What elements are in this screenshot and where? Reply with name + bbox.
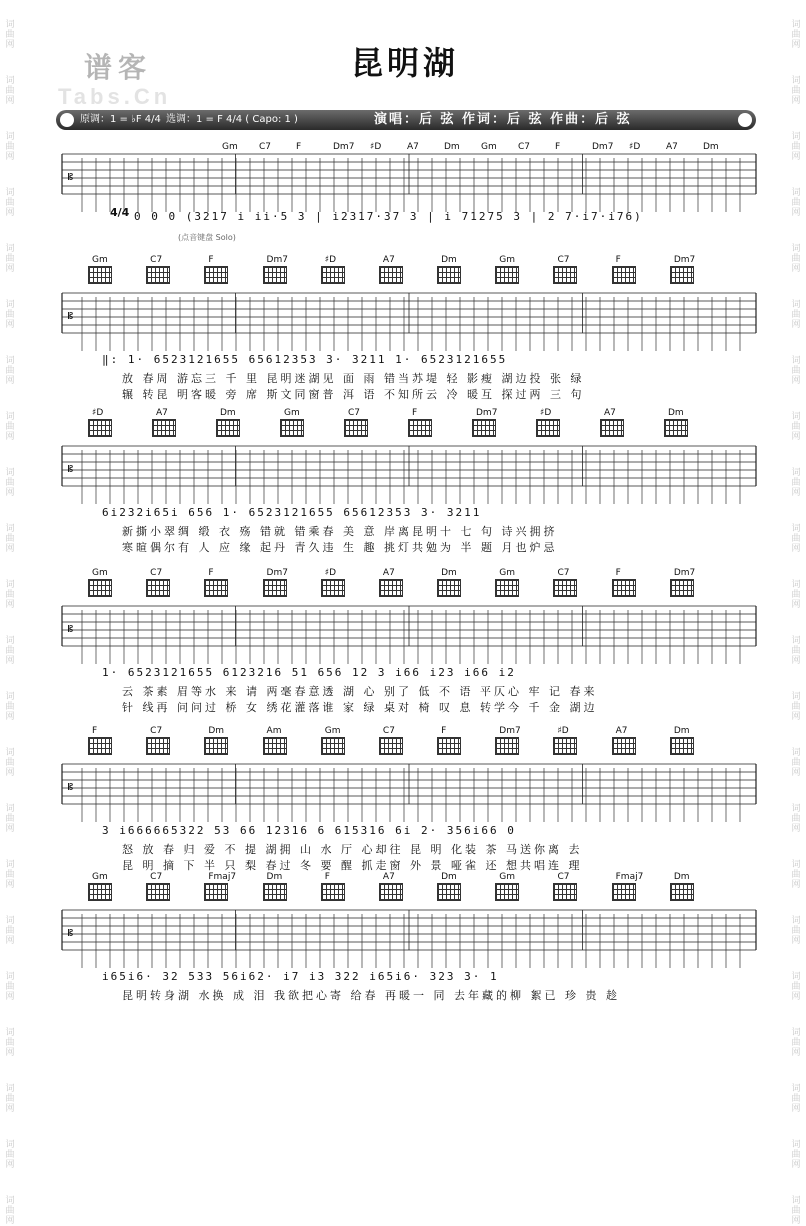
chord-symbol: Gm bbox=[324, 726, 341, 736]
numbered-notation: i65i6· 32 533 56i62· i7 i3 322 i65i6· 323 3· 1 bbox=[102, 970, 499, 983]
chord-diagram-icon bbox=[437, 737, 461, 755]
chord-symbol: F bbox=[615, 255, 621, 265]
chord-diagram-icon bbox=[670, 737, 694, 755]
watermark-char: 词曲网 bbox=[5, 636, 15, 666]
chord-symbol: C7 bbox=[557, 568, 570, 578]
chord-symbol: Gm bbox=[222, 142, 238, 152]
numbered-notation: ‖: 1· 6523121655 65612353 3· 3211 1· 6523121655 bbox=[102, 353, 508, 366]
watermark-left bbox=[2, 20, 18, 1226]
chord-symbol: Am bbox=[266, 726, 282, 736]
chord-symbol: C7 bbox=[382, 726, 395, 736]
chord-symbol: F bbox=[208, 255, 214, 265]
chord-diagram-icon bbox=[408, 419, 432, 437]
chord-symbol: A7 bbox=[407, 142, 419, 152]
chord-symbol: C7 bbox=[518, 142, 531, 152]
watermark-char: 词曲网 bbox=[5, 1028, 15, 1058]
watermark-char: 词曲网 bbox=[5, 1196, 15, 1226]
chord-diagram-icon bbox=[379, 737, 403, 755]
watermark-char: 词曲网 bbox=[5, 412, 15, 442]
chord-symbol: C7 bbox=[150, 726, 163, 736]
watermark-char: 词曲网 bbox=[5, 244, 15, 274]
chord-diagram-icon bbox=[495, 883, 519, 901]
lyric-line-2: 昆 明 摘 下 半 只 梨 春过 冬 要 醒 抓走窗 外 景 哑雀 还 想共唱连 理 bbox=[122, 859, 583, 872]
tab-clef-icon: 𝄡 bbox=[68, 625, 74, 635]
chord-symbol: Dm bbox=[673, 726, 690, 736]
song-credits: 演唱：后 弦 作词：后 弦 作曲：后 弦 bbox=[374, 112, 632, 127]
chord-symbol: ♯D bbox=[629, 142, 641, 152]
tab-clef-icon: 𝄡 bbox=[68, 783, 74, 793]
chord-diagram-icon bbox=[379, 883, 403, 901]
site-logo: 谱客 bbox=[84, 51, 153, 84]
chord-symbol: ♯D bbox=[92, 408, 104, 418]
watermark-char: 词曲网 bbox=[791, 468, 801, 498]
chord-diagram-icon bbox=[670, 266, 694, 284]
chord-symbol: Dm7 bbox=[673, 255, 696, 265]
chord-symbol: Gm bbox=[499, 568, 516, 578]
intro-system bbox=[62, 140, 756, 250]
watermark-char: 词曲网 bbox=[5, 804, 15, 834]
chord-diagram-icon bbox=[612, 737, 636, 755]
chord-diagram-icon bbox=[553, 266, 577, 284]
watermark-char: 词曲网 bbox=[5, 1140, 15, 1170]
chord-symbol: C7 bbox=[557, 255, 570, 265]
chord-diagram-icon bbox=[321, 883, 345, 901]
chord-diagram-icon bbox=[216, 419, 240, 437]
intro-numbered-notation: 0 0 0 (3217 i ii·5 3 | i2317·37 3 | i 71275 3 | 2 7·i7·i76) bbox=[134, 210, 643, 223]
music-system bbox=[62, 408, 756, 558]
watermark-char: 词曲网 bbox=[791, 692, 801, 722]
chord-diagram-icon bbox=[553, 737, 577, 755]
chord-symbol: Gm bbox=[499, 872, 516, 882]
chord-symbol: Dm bbox=[220, 408, 236, 418]
watermark-char: 词曲网 bbox=[5, 300, 15, 330]
chord-diagram-icon bbox=[146, 266, 170, 284]
watermark-char: 词曲网 bbox=[5, 972, 15, 1002]
watermark-right bbox=[788, 20, 804, 1226]
watermark-char: 词曲网 bbox=[5, 916, 15, 946]
chord-diagram-icon bbox=[664, 419, 688, 437]
chord-diagram-icon bbox=[263, 579, 287, 597]
watermark-char: 词曲网 bbox=[791, 1140, 801, 1170]
chord-diagram-icon bbox=[553, 883, 577, 901]
chord-symbol: C7 bbox=[150, 872, 163, 882]
chord-symbol: Dm7 bbox=[476, 408, 498, 418]
watermark-char: 词曲网 bbox=[5, 860, 15, 890]
watermark-char: 词曲网 bbox=[791, 188, 801, 218]
bar-right-dot-icon bbox=[738, 113, 752, 127]
chord-symbol: C7 bbox=[150, 255, 163, 265]
chord-diagram-icon bbox=[204, 737, 228, 755]
watermark-char: 词曲网 bbox=[791, 20, 801, 50]
chord-diagram-icon bbox=[670, 883, 694, 901]
tab-clef-icon: 𝄡 bbox=[68, 173, 74, 183]
watermark-char: 词曲网 bbox=[791, 356, 801, 386]
watermark-char: 词曲网 bbox=[791, 76, 801, 106]
chord-symbol: Dm bbox=[441, 568, 457, 578]
chord-diagram-icon bbox=[204, 883, 228, 901]
chord-symbol: Dm bbox=[673, 872, 690, 882]
watermark-char: 词曲网 bbox=[5, 580, 15, 610]
watermark-char: 词曲网 bbox=[791, 580, 801, 610]
chord-diagram-icon bbox=[437, 579, 461, 597]
chord-diagram-icon bbox=[204, 579, 228, 597]
chord-symbol: C7 bbox=[557, 872, 570, 882]
chord-diagram-icon bbox=[263, 737, 287, 755]
site-logo-english: Tabs.Cn bbox=[58, 84, 172, 109]
chord-diagram-icon bbox=[88, 419, 112, 437]
chord-diagram-icon bbox=[379, 579, 403, 597]
chord-diagram-icon bbox=[612, 266, 636, 284]
lyric-line-1: 云 茶素 眉等水 来 请 两毫春意透 湖 心 别了 低 不 语 平仄心 牢 记 春来 bbox=[122, 685, 598, 698]
intro-time-signature: 4/4 bbox=[110, 206, 130, 219]
chord-symbol: F bbox=[296, 142, 302, 152]
chord-diagram-icon bbox=[146, 737, 170, 755]
chord-diagram-icon bbox=[263, 883, 287, 901]
chord-symbol: ♯D bbox=[557, 726, 569, 736]
chord-symbol: Fmaj7 bbox=[615, 872, 644, 882]
tab-clef-icon: 𝄡 bbox=[68, 312, 74, 322]
chord-symbol: Dm7 bbox=[266, 568, 288, 578]
chord-symbol: Dm bbox=[703, 142, 719, 152]
watermark-char: 词曲网 bbox=[791, 636, 801, 666]
watermark-char: 词曲网 bbox=[791, 524, 801, 554]
watermark-char: 词曲网 bbox=[5, 132, 15, 162]
chord-diagram-icon bbox=[344, 419, 368, 437]
chord-diagram-icon bbox=[88, 579, 112, 597]
lyric-line-2: 寒暄偶尔有 人 应 缘 起丹 青久违 生 趣 挑灯共勉为 半 题 月也炉忌 bbox=[122, 541, 558, 554]
tab-clef-icon: 𝄡 bbox=[68, 465, 74, 475]
chord-symbol: A7 bbox=[156, 408, 168, 418]
watermark-char: 词曲网 bbox=[791, 804, 801, 834]
chord-diagram-icon bbox=[437, 266, 461, 284]
watermark-char: 词曲网 bbox=[791, 972, 801, 1002]
chord-diagram-icon bbox=[152, 419, 176, 437]
chord-symbol: F bbox=[208, 568, 214, 578]
chord-symbol: Dm bbox=[441, 872, 457, 882]
watermark-char: 词曲网 bbox=[5, 1084, 15, 1114]
watermark-char: 词曲网 bbox=[791, 748, 801, 778]
music-system bbox=[62, 255, 756, 405]
chord-diagram-icon bbox=[263, 266, 287, 284]
watermark-char: 词曲网 bbox=[5, 76, 15, 106]
lyric-line-2: 辗 转昆 明客暖 旁 席 斯文同窗普 洱 语 不知所云 冷 暖互 探过两 三 句 bbox=[122, 388, 585, 401]
chord-diagram-icon bbox=[321, 579, 345, 597]
watermark-char: 词曲网 bbox=[791, 132, 801, 162]
chord-diagram-icon bbox=[612, 579, 636, 597]
intro-solo-note: (点音键盘 Solo) bbox=[178, 233, 236, 242]
chord-symbol: C7 bbox=[348, 408, 361, 418]
chord-symbol: A7 bbox=[382, 568, 395, 578]
chord-symbol: F bbox=[441, 726, 447, 736]
chord-symbol: Gm bbox=[499, 255, 516, 265]
watermark-char: 词曲网 bbox=[791, 1196, 801, 1226]
chord-symbol: Gm bbox=[92, 255, 108, 265]
music-system bbox=[62, 726, 756, 876]
chord-diagram-icon bbox=[495, 266, 519, 284]
chord-symbol: A7 bbox=[382, 255, 395, 265]
chord-diagram-icon bbox=[670, 579, 694, 597]
chord-diagram-icon bbox=[600, 419, 624, 437]
original-key: 原调：1 = ♭F 4/4 bbox=[80, 114, 161, 125]
chord-diagram-icon bbox=[437, 883, 461, 901]
watermark-char: 词曲网 bbox=[5, 524, 15, 554]
numbered-notation: 3 i666665322 53 66 12316 6 615316 6i 2· 356i66 0 bbox=[102, 824, 516, 837]
chord-symbol: A7 bbox=[666, 142, 678, 152]
watermark-char: 词曲网 bbox=[791, 1084, 801, 1114]
chord-symbol: A7 bbox=[382, 872, 395, 882]
chord-symbol: ♯D bbox=[370, 142, 382, 152]
chord-diagram-icon bbox=[472, 419, 496, 437]
chord-symbol: Gm bbox=[92, 568, 108, 578]
lyric-line-1: 放 春周 游忘三 千 里 昆明迷湖见 面 雨 错当苏堤 轻 影瘦 湖边投 张 绿 bbox=[122, 372, 585, 385]
music-system bbox=[62, 568, 756, 718]
chord-diagram-icon bbox=[204, 266, 228, 284]
chord-symbol: ♯D bbox=[540, 408, 552, 418]
intro-tab-staff bbox=[62, 140, 756, 240]
watermark-char: 词曲网 bbox=[791, 244, 801, 274]
chord-diagram-icon bbox=[146, 883, 170, 901]
chord-symbol: Dm7 bbox=[673, 568, 696, 578]
chord-diagram-icon bbox=[536, 419, 560, 437]
chord-symbol: Dm7 bbox=[333, 142, 355, 152]
chord-symbol: F bbox=[555, 142, 561, 152]
lyric-line-1: 怒 放 春 归 爱 不 提 湖拥 山 水 厅 心却往 昆 明 化装 茶 马送你离 去 bbox=[122, 843, 583, 856]
chord-diagram-icon bbox=[495, 579, 519, 597]
lyric-line-2: 针 线再 问问过 桥 女 绣花灌落谁 家 绿 桌对 椅 叹 息 转学今 千 金 湖边 bbox=[122, 701, 598, 714]
watermark-char: 词曲网 bbox=[791, 860, 801, 890]
chord-symbol: Dm bbox=[668, 408, 684, 418]
chord-symbol: Dm bbox=[441, 255, 457, 265]
chord-symbol: A7 bbox=[604, 408, 616, 418]
chord-symbol: Dm7 bbox=[266, 255, 288, 265]
lyric-line-1: 新撕小翠绸 缎 衣 殇 错就 错乘春 美 意 岸离昆明十 七 句 诗兴拥挤 bbox=[122, 525, 558, 538]
chord-symbol: Gm bbox=[284, 408, 300, 418]
watermark-char: 词曲网 bbox=[5, 20, 15, 50]
song-title: 昆明湖 bbox=[350, 44, 459, 82]
chord-symbol: C7 bbox=[150, 568, 163, 578]
watermark-char: 词曲网 bbox=[791, 1028, 801, 1058]
chord-diagram-icon bbox=[495, 737, 519, 755]
chord-diagram-icon bbox=[379, 266, 403, 284]
chord-symbol: Dm bbox=[266, 872, 283, 882]
chord-diagram-icon bbox=[280, 419, 304, 437]
watermark-char: 词曲网 bbox=[5, 356, 15, 386]
chord-diagram-icon bbox=[88, 266, 112, 284]
chord-symbol: C7 bbox=[259, 142, 272, 152]
chord-symbol: F bbox=[615, 568, 621, 578]
chord-symbol: ♯D bbox=[324, 255, 337, 265]
chord-diagram-icon bbox=[88, 883, 112, 901]
chord-symbol: Gm bbox=[481, 142, 497, 152]
song-info-bar bbox=[56, 110, 756, 130]
chord-symbol: Fmaj7 bbox=[208, 872, 237, 882]
watermark-char: 词曲网 bbox=[791, 916, 801, 946]
music-system bbox=[62, 872, 756, 1022]
chord-diagram-icon bbox=[321, 737, 345, 755]
chord-symbol: Dm7 bbox=[499, 726, 521, 736]
bar-left-dot-icon bbox=[60, 113, 74, 127]
chord-symbol: F bbox=[92, 726, 98, 736]
lyric-line-1: 昆明转身湖 水换 成 泪 我欲把心寄 给春 再暖一 同 去年藏的柳 絮已 珍 贵 趁 bbox=[122, 989, 620, 1002]
chord-symbol: F bbox=[412, 408, 418, 418]
watermark-char: 词曲网 bbox=[791, 300, 801, 330]
chord-diagram-icon bbox=[612, 883, 636, 901]
chord-diagram-icon bbox=[321, 266, 345, 284]
chord-symbol: A7 bbox=[615, 726, 628, 736]
chord-symbol: Dm bbox=[208, 726, 225, 736]
watermark-char: 词曲网 bbox=[5, 188, 15, 218]
watermark-char: 词曲网 bbox=[5, 748, 15, 778]
chord-diagram-icon bbox=[146, 579, 170, 597]
numbered-notation: 6i232i65i 656 1· 6523121655 65612353 3· 3211 bbox=[102, 506, 482, 519]
chord-symbol: Dm bbox=[444, 142, 460, 152]
chord-symbol: F bbox=[324, 872, 330, 882]
chord-diagram-icon bbox=[88, 737, 112, 755]
tab-clef-icon: 𝄡 bbox=[68, 929, 74, 939]
chord-symbol: Dm7 bbox=[592, 142, 614, 152]
chord-symbol: ♯D bbox=[324, 568, 337, 578]
watermark-char: 词曲网 bbox=[5, 692, 15, 722]
numbered-notation: 1· 6523121655 6123216 51 656 12 3 i66 i23 i66 i2 bbox=[102, 666, 516, 679]
watermark-char: 词曲网 bbox=[791, 412, 801, 442]
play-key: 选调：1 = F 4/4 ( Capo: 1 ) bbox=[166, 114, 298, 125]
chord-diagram-icon bbox=[553, 579, 577, 597]
chord-symbol: Gm bbox=[92, 872, 108, 882]
watermark-char: 词曲网 bbox=[5, 468, 15, 498]
